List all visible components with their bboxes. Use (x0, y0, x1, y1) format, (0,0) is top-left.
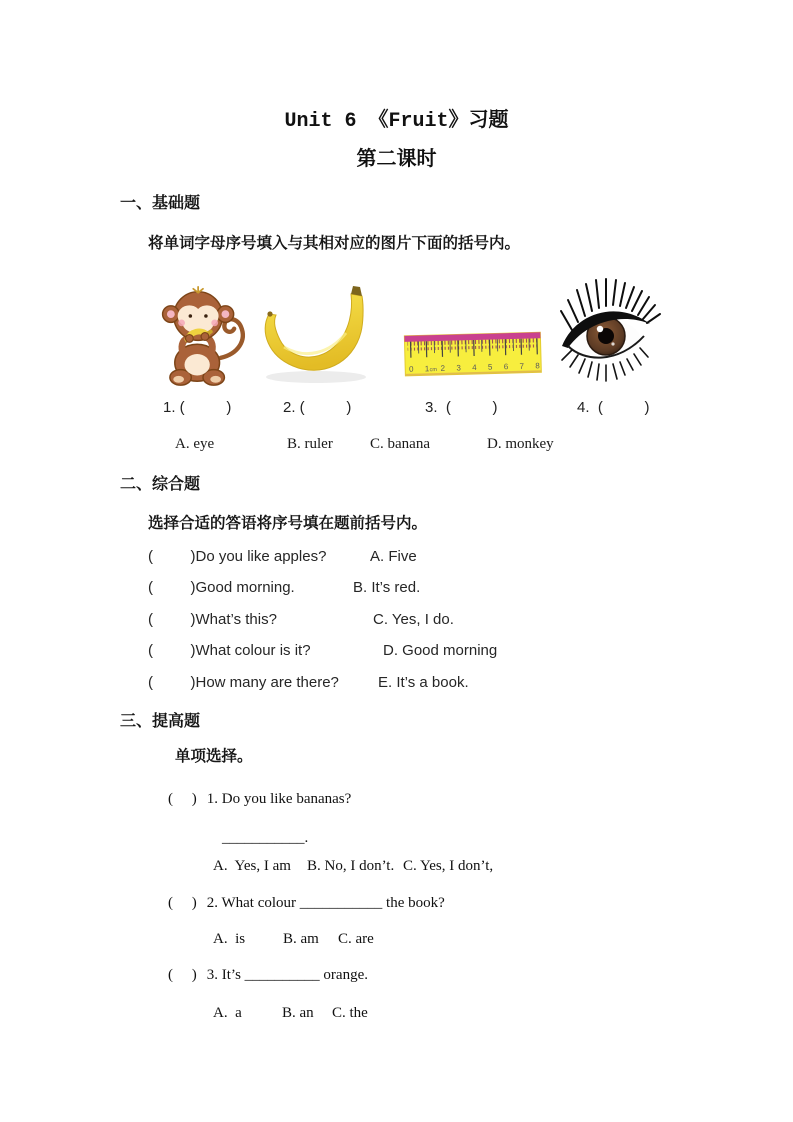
answer-blank-2: 2. ( ) (283, 399, 352, 416)
section1-heading: 一、基础题 (120, 195, 201, 212)
mc-question-2 (168, 895, 445, 912)
match-answer: A. Five (370, 548, 417, 565)
mc-option-b: B. an (282, 1005, 314, 1021)
banana-image (254, 283, 382, 392)
ruler-number: 7 (519, 361, 525, 371)
section1-instruction: 将单词字母序号填入与其相对应的图片下面的括号内。 (148, 235, 521, 252)
section2-instruction: 选择合适的答语将序号填在题前括号内。 (148, 515, 428, 532)
eye-image (556, 278, 662, 390)
ruler-number: 2 (440, 363, 446, 373)
section3-heading: 三、提高题 (120, 713, 201, 730)
ruler-number: 1 (424, 364, 430, 374)
mc-bracket: ( ) (168, 791, 197, 807)
mc-question-text: 2. What colour ___________ the book? (206, 895, 445, 911)
mc-option-c: C. the (332, 1005, 368, 1021)
mc-question-text: 1. Do you like bananas? (206, 791, 352, 807)
mc-question-2-options (213, 931, 374, 948)
section3-instruction: 单项选择。 (175, 748, 253, 765)
word-option-d: D. monkey (487, 436, 554, 452)
match-answer: D. Good morning (383, 642, 498, 659)
mc-question-1-blank-line: ___________. (222, 830, 309, 846)
mc-option-b: B. am (283, 931, 319, 947)
mc-option-c: C. are (338, 931, 374, 947)
mc-bracket: ( ) (168, 895, 197, 911)
ruler-number: 8 (535, 361, 540, 371)
ruler-number: 0 (408, 364, 414, 374)
section2-heading: 二、综合题 (120, 476, 201, 493)
mc-question-1-options (213, 858, 493, 875)
match-question: ( )What’s this? (148, 611, 277, 628)
mc-question-3-options (213, 1005, 368, 1022)
ruler-number: 3 (456, 363, 461, 373)
page-subtitle: 第二课时 (356, 148, 437, 170)
mc-question-1 (168, 791, 351, 808)
mc-option-a: A. is (213, 931, 246, 947)
mc-option-b: B. No, I don’t. (307, 858, 395, 874)
mc-question-text: 3. It’s __________ orange. (206, 967, 368, 983)
match-answer: B. It’s red. (353, 579, 421, 596)
match-question: ( )How many are there? (148, 674, 339, 691)
mc-option-c: C. Yes, I don’t, (403, 858, 494, 874)
answer-blank-4: 4. ( ) (577, 399, 650, 416)
mc-option-a: A. a (213, 1005, 242, 1021)
word-option-b: B. ruler (287, 436, 333, 452)
ruler-unit-label: cm (429, 367, 438, 374)
answer-blank-1: 1. ( ) (163, 399, 232, 416)
monkey-image (153, 280, 253, 397)
ruler-image (403, 326, 547, 393)
ruler-number: 6 (503, 362, 509, 372)
ruler-number: 5 (487, 362, 493, 372)
answer-blank-3: 3. ( ) (425, 399, 498, 416)
match-question: ( )What colour is it? (148, 642, 311, 659)
page-title: Unit 6 《Fruit》习题 (284, 110, 509, 133)
mc-question-3 (168, 967, 368, 984)
match-question: ( )Do you like apples? (148, 548, 327, 565)
mc-option-a: A. Yes, I am (213, 858, 291, 874)
word-option-a: A. eye (175, 436, 215, 452)
ruler-number: 4 (472, 362, 477, 373)
match-question: ( )Good morning. (148, 579, 295, 596)
match-answer: C. Yes, I do. (373, 611, 454, 628)
word-option-c: C. banana (370, 436, 430, 452)
match-answer: E. It’s a book. (378, 674, 469, 691)
mc-bracket: ( ) (168, 967, 197, 983)
